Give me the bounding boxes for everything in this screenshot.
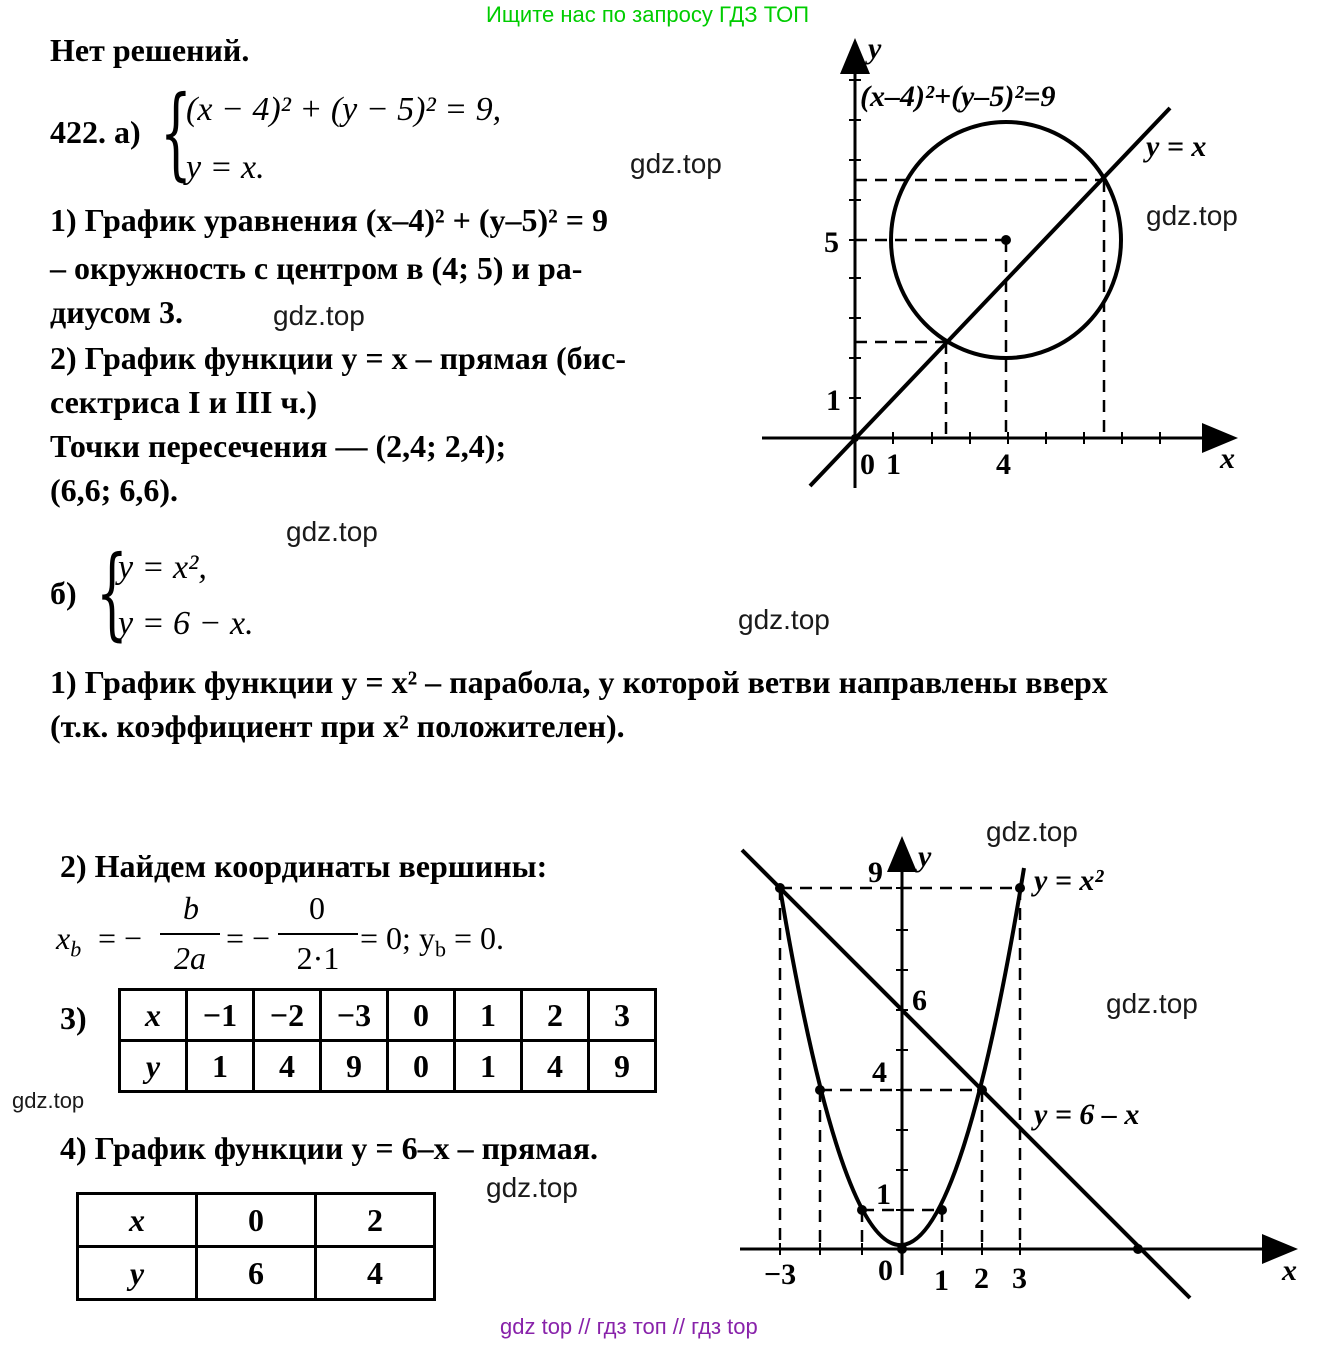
points-line1: Точки пересечения — (2,4; 2,4);: [50, 428, 507, 464]
graph-b-tick-x3: 3: [1012, 1262, 1027, 1295]
table-cell: y: [120, 1041, 187, 1092]
table-cell: −3: [321, 990, 388, 1041]
step1-line2: – окружность с центром в (4; 5) и ра-: [50, 250, 583, 286]
system-b-eq1: y = x²,: [118, 549, 207, 586]
part-b-label: б): [50, 575, 77, 611]
problem-number: 422. а): [50, 114, 141, 150]
table-cell: 1: [455, 1041, 522, 1092]
graph-b-tick-9: 9: [868, 856, 883, 889]
table-cell: 0: [197, 1194, 316, 1247]
graph-b-parabola-label: y = x²: [1034, 864, 1104, 897]
table-cell: 2: [522, 990, 589, 1041]
table-cell: 4: [254, 1041, 321, 1092]
footer-links: gdz top // гдз топ // гдз top: [500, 1314, 758, 1339]
step2-line1: 2) График функции y = x – прямая (бис-: [50, 340, 626, 376]
part-b-step2: 2) Найдем координаты вершины:: [60, 848, 548, 884]
system-a-eq1: (x − 4)² + (y − 5)² = 9,: [186, 91, 502, 128]
watermark-5: gdz.top: [12, 1088, 85, 1113]
table-cell: y: [78, 1247, 197, 1300]
step1-line1: 1) График уравнения (x–4)² + (y–5)² = 9: [50, 202, 608, 238]
watermark-7: gdz.top: [1146, 200, 1238, 231]
table-cell: 0: [388, 1041, 455, 1092]
table-cell: 9: [589, 1041, 656, 1092]
watermark-2: gdz.top: [273, 300, 365, 331]
graph-b-y-label: y: [918, 840, 932, 873]
system-a-eq2: y = x.: [186, 149, 265, 186]
table-cell: x: [78, 1194, 197, 1247]
graph-b-line: [742, 850, 1190, 1298]
graph-a-circle-label: (x–4)²+(y–5)²=9: [860, 80, 1056, 113]
watermark-4: gdz.top: [738, 604, 830, 635]
system-brace-b: {: [96, 534, 128, 651]
graph-a-tick-1y: 1: [826, 384, 841, 417]
graph-b-x-label: x: [1282, 1254, 1297, 1287]
part-b-step1-line1: 1) График функции y = x² – парабола, у которой ветви направлены вверх: [50, 664, 1108, 700]
graph-a-tick-4: 4: [996, 448, 1011, 481]
step1-line3: диусом 3.: [50, 294, 184, 330]
watermark-6: gdz.top: [486, 1172, 578, 1203]
table-cell: 3: [589, 990, 656, 1041]
graph-b-tick-1: 1: [876, 1178, 891, 1211]
table-cell: 1: [187, 1041, 254, 1092]
watermark-9: gdz.top: [1106, 988, 1198, 1019]
table-cell: 9: [321, 1041, 388, 1092]
part-b-step4: 4) График функции y = 6–x – прямая.: [60, 1130, 599, 1166]
table-cell: −1: [187, 990, 254, 1041]
graph-a-line-label: y = x: [1146, 130, 1207, 163]
watermark-3: gdz.top: [286, 516, 378, 547]
graph-b-tick-0: 0: [878, 1254, 893, 1287]
graph-a-tick-1x: 1: [886, 448, 901, 481]
points-line2: (6,6; 6,6).: [50, 472, 178, 508]
graph-b-tick-4: 4: [872, 1056, 887, 1089]
step2-line2: сектриса I и III ч.): [50, 384, 318, 420]
table-cell: 6: [197, 1247, 316, 1300]
graph-a-tick-0: 0: [860, 448, 875, 481]
graph-a-tick-5: 5: [824, 226, 839, 259]
graph-b-line-label: y = 6 – x: [1034, 1098, 1140, 1131]
table-cell: 4: [522, 1041, 589, 1092]
graph-b-tick-m3: −3: [764, 1258, 797, 1291]
table-cell: −2: [254, 990, 321, 1041]
table-cell: 4: [316, 1247, 435, 1300]
watermark-8: gdz.top: [986, 816, 1078, 847]
top-banner: Ищите нас по запросу ГДЗ ТОП: [486, 2, 810, 27]
step3-label: 3): [60, 1000, 87, 1036]
no-solutions-text: Нет решений.: [50, 32, 250, 68]
system-b-eq2: y = 6 − x.: [118, 605, 254, 642]
system-brace-a: {: [160, 74, 192, 191]
part-b-step1-line2: (т.к. коэффициент при x² положителен).: [50, 708, 625, 744]
table-cell: 2: [316, 1194, 435, 1247]
table-cell: 0: [388, 990, 455, 1041]
table-cell: 1: [455, 990, 522, 1041]
graph-a-x-label: x: [1220, 442, 1235, 475]
vertex-formula: $x_b$ = − b 2a = − 0 2·1 = 0; $y_b = 0$.: [56, 890, 504, 976]
graph-a-y-label: y: [868, 32, 882, 65]
graph-b-tick-x2: 2: [974, 1262, 989, 1295]
watermark-1: gdz.top: [630, 148, 722, 179]
graph-b-tick-6: 6: [912, 984, 927, 1017]
table-cell: x: [120, 990, 187, 1041]
graph-b-tick-x1: 1: [934, 1264, 949, 1297]
